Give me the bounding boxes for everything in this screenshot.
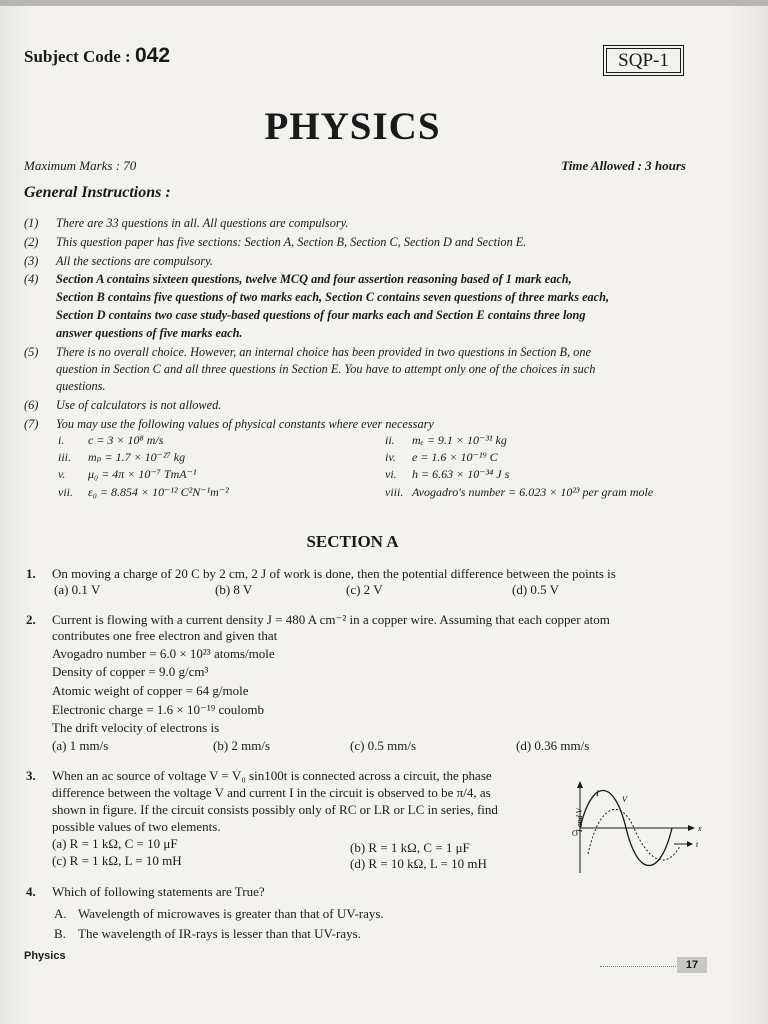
question-text: difference between the voltage V and current I in the circuit is observed to be π/4, as bbox=[52, 785, 491, 800]
instruction-number: (2) bbox=[24, 235, 39, 249]
option-c: (c) 2 V bbox=[346, 582, 383, 597]
x-axis-label: x bbox=[698, 824, 702, 833]
question-text: When an ac source of voltage V = V₀ sin100t is connected across a circuit, the phase bbox=[52, 768, 492, 783]
constant-value: c = 3 × 10⁸ m/s bbox=[88, 433, 164, 447]
footer-subject: Physics bbox=[24, 950, 66, 962]
subject-code bbox=[24, 44, 170, 68]
constant-number: vii. bbox=[58, 485, 73, 499]
instruction-number: (5) bbox=[24, 345, 39, 359]
statement-text: The wavelength of IR-rays is lesser than that UV-rays. bbox=[78, 926, 361, 941]
instruction-number: (6) bbox=[24, 398, 39, 412]
option-a: (a) 0.1 V bbox=[54, 582, 101, 597]
section-title: SECTION A bbox=[306, 532, 399, 551]
y-axis-label: I and V bbox=[575, 808, 584, 832]
constant-number: vi. bbox=[385, 467, 397, 481]
instruction-text: questions. bbox=[56, 379, 106, 393]
constant-number: v. bbox=[58, 467, 66, 481]
option-a: (a) R = 1 kΩ, C = 10 μF bbox=[52, 836, 178, 851]
instruction-text: All the sections are compulsory. bbox=[56, 254, 213, 268]
statement-label: A. bbox=[54, 906, 67, 921]
constant-value: Avogadro's number = 6.023 × 10²³ per gram mole bbox=[412, 485, 654, 499]
constant-value: e = 1.6 × 10⁻¹⁹ C bbox=[412, 450, 498, 464]
constant-value: mₚ = 1.7 × 10⁻²⁷ kg bbox=[88, 450, 186, 464]
constant-value: h = 6.63 × 10⁻³⁴ J s bbox=[412, 467, 510, 481]
paper-code-inner-border bbox=[606, 48, 681, 73]
footer-divider bbox=[600, 966, 678, 967]
question-number: 2. bbox=[26, 612, 36, 627]
question-text: On moving a charge of 20 C by 2 cm, 2 J of work is done, then the potential difference between the points is bbox=[52, 566, 616, 581]
instruction-text: question in Section C and all three questions in Section E. You have to attempt only one of the choices in such bbox=[56, 362, 596, 376]
given-data-line: Atomic weight of copper = 64 g/mole bbox=[52, 683, 249, 698]
question-text: shown in figure. If the circuit consists possibly only of RC or LR or LC in series, find bbox=[52, 802, 498, 817]
given-data-line: Electronic charge = 1.6 × 10⁻¹⁹ coulomb bbox=[52, 702, 265, 717]
instruction-text: Section B contains five questions of two marks each, Section C contains seven questions of three marks each, bbox=[56, 290, 610, 304]
option-b: (b) R = 1 kΩ, C = 1 μF bbox=[350, 840, 470, 855]
paper-code-box bbox=[603, 45, 684, 76]
instruction-number: (3) bbox=[24, 254, 39, 268]
statement-label: B. bbox=[54, 926, 66, 941]
instruction-text: There are 33 questions in all. All questions are compulsory. bbox=[56, 216, 349, 230]
statement-text: Wavelength of microwaves is greater than that of UV-rays. bbox=[78, 906, 384, 921]
instruction-number: (4) bbox=[24, 272, 39, 286]
question-number: 4. bbox=[26, 884, 36, 899]
constant-number: iv. bbox=[385, 450, 396, 464]
option-a: (a) 1 mm/s bbox=[52, 738, 109, 753]
instructions-heading: General Instructions : bbox=[24, 184, 171, 201]
y-axis-arrow bbox=[577, 781, 583, 788]
t-arrow bbox=[687, 841, 693, 847]
option-b: (b) 8 V bbox=[215, 582, 253, 597]
constant-value: mₑ = 9.1 × 10⁻³¹ kg bbox=[412, 433, 507, 447]
constant-value: ε₀ = 8.854 × 10⁻¹² C²N⁻¹m⁻² bbox=[88, 485, 229, 499]
question-text: Current is flowing with a current density J = 480 A cm⁻² in a copper wire. Assuming that each copper atom bbox=[52, 612, 610, 627]
origin-label: O bbox=[572, 829, 578, 838]
given-data-line: Density of copper = 9.0 g/cm³ bbox=[52, 664, 209, 679]
page-top-edge bbox=[0, 0, 768, 6]
constant-number: viii. bbox=[385, 485, 404, 499]
option-d: (d) R = 10 kΩ, L = 10 mH bbox=[350, 856, 487, 871]
subject-code-label: Subject Code : bbox=[24, 47, 135, 66]
instruction-number: (1) bbox=[24, 216, 39, 230]
instruction-text: Section A contains sixteen questions, twelve MCQ and four assertion reasoning based of 1 mark each, bbox=[56, 272, 572, 286]
current-label: I bbox=[596, 789, 599, 798]
constant-number: iii. bbox=[58, 450, 72, 464]
question-number: 3. bbox=[26, 768, 36, 783]
page-number: 17 bbox=[677, 957, 707, 973]
instruction-text: Section D contains two case study-based questions of four marks each and Section E contains three long bbox=[56, 308, 586, 322]
x-axis-arrow bbox=[688, 825, 695, 831]
option-b: (b) 2 mm/s bbox=[213, 738, 271, 753]
t-label: t bbox=[696, 840, 699, 849]
maximum-marks: Maximum Marks : 70 bbox=[24, 158, 137, 173]
phase-diagram-figure bbox=[562, 778, 708, 878]
question-text: Which of following statements are True? bbox=[52, 884, 265, 899]
option-d: (d) 0.5 V bbox=[512, 582, 560, 597]
constant-number: i. bbox=[58, 433, 65, 447]
instruction-text: answer questions of five marks each. bbox=[56, 326, 243, 340]
question-text: contributes one free electron and given that bbox=[52, 628, 278, 643]
option-c: (c) R = 1 kΩ, L = 10 mH bbox=[52, 853, 182, 868]
option-c: (c) 0.5 mm/s bbox=[350, 738, 417, 753]
given-data-line: Avogadro number = 6.0 × 10²³ atoms/mole bbox=[52, 646, 275, 661]
subject-code-value: 042 bbox=[134, 44, 171, 67]
question-number: 1. bbox=[26, 566, 36, 581]
instruction-text: This question paper has five sections: Section A, Section B, Section C, Section D and Section E. bbox=[56, 235, 527, 249]
question-text: possible values of two elements. bbox=[52, 819, 221, 834]
instruction-text: There is no overall choice. However, an internal choice has been provided in two questions in Section B, one bbox=[56, 345, 591, 359]
option-d: (d) 0.36 mm/s bbox=[516, 738, 590, 753]
paper-code: SQP-1 bbox=[618, 50, 669, 71]
voltage-label: V bbox=[622, 795, 627, 804]
instruction-number: (7) bbox=[24, 417, 39, 431]
constant-value: μ₀ = 4π × 10⁻⁷ TmA⁻¹ bbox=[88, 467, 197, 481]
constant-number: ii. bbox=[385, 433, 395, 447]
instruction-text: You may use the following values of physical constants where ever necessary bbox=[56, 417, 434, 431]
time-allowed: Time Allowed : 3 hours bbox=[561, 158, 686, 173]
given-data-line: The drift velocity of electrons is bbox=[52, 720, 220, 735]
page-title: PHYSICS bbox=[264, 105, 441, 148]
instruction-text: Use of calculators is not allowed. bbox=[56, 398, 222, 412]
